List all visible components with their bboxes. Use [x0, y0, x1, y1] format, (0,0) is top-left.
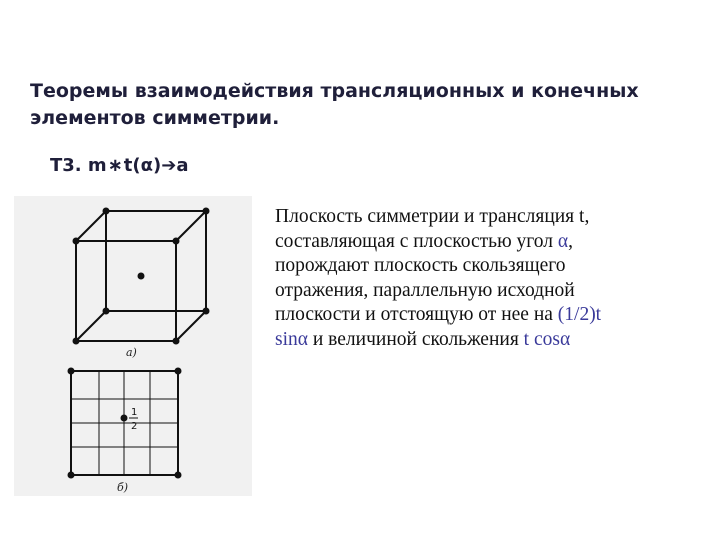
cube-vertex — [203, 308, 210, 315]
fraction-numerator: 1 — [131, 407, 138, 418]
title-line-2: элементов симметрии. — [30, 107, 280, 129]
description-line-1: Плоскость симметрии и трансляция t, — [275, 206, 590, 227]
projection-atom — [68, 368, 75, 375]
cube-figure — [14, 196, 252, 496]
figure-label-a: a) — [126, 346, 137, 359]
theorem-label: Т3. — [50, 155, 82, 176]
cube-vertex — [103, 308, 110, 315]
figure-label-b: б) — [117, 481, 129, 494]
title-line-1: Теоремы взаимодействия трансляционных и конечных — [30, 80, 639, 102]
projection-atom — [175, 368, 182, 375]
description-line-5: плоскости и отстоящую от нее на (1/2)t — [275, 304, 602, 325]
slide-title — [30, 78, 710, 132]
projection-center-atom — [121, 415, 128, 422]
mirror-plane-symbol: m — [87, 155, 107, 176]
alpha-symbol: α — [140, 155, 153, 176]
arrow-icon: ➔ — [161, 155, 177, 176]
cube-vertex — [73, 338, 80, 345]
alpha-angle: α — [557, 230, 569, 252]
cube-vertex — [103, 208, 110, 215]
theorem-description — [275, 205, 695, 352]
cube-diagram — [14, 196, 252, 496]
glide-plane-symbol: a — [176, 155, 189, 176]
cube-vertex — [203, 208, 210, 215]
sin-alpha-term: sinα — [275, 328, 308, 350]
t-cos-alpha-term: t cosα — [523, 328, 571, 350]
star-operator: ∗ — [107, 155, 123, 176]
cube-vertex — [173, 338, 180, 345]
cube-vertex — [173, 238, 180, 245]
half-t-term: (1/2)t — [557, 304, 602, 325]
cube-center-atom — [138, 273, 145, 280]
projection-atom — [68, 472, 75, 479]
description-line-2: составляющая с плоскостью угол α, — [275, 230, 573, 252]
cube-vertex — [73, 238, 80, 245]
description-line-4: отражения, параллельную исходной — [275, 279, 575, 301]
description-line-6: sinα и величиной скольжения t cosα — [275, 328, 571, 350]
close-paren: ) — [153, 155, 162, 176]
fraction-denominator: 2 — [131, 421, 138, 432]
description-line-3: порождают плоскость скользящего — [275, 255, 566, 276]
theorem-formula — [50, 155, 188, 176]
projection-atom — [175, 472, 182, 479]
translation-symbol: t( — [123, 155, 141, 176]
